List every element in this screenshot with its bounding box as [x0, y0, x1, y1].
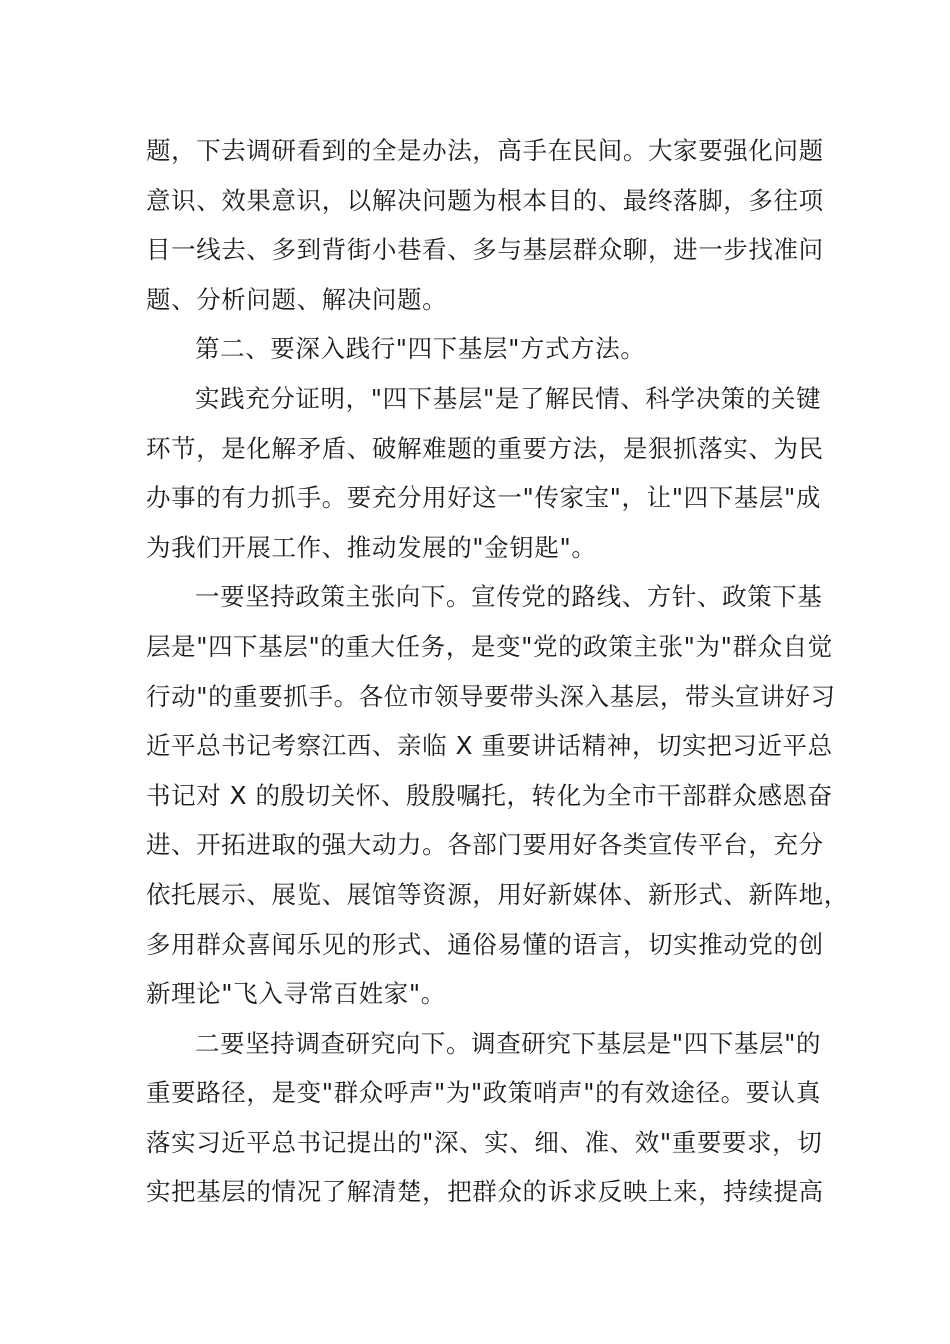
text-line: 近平总书记考察江西、亲临 X 重要讲话精神，切实把习近平总: [146, 731, 833, 761]
text-line: 落实习近平总书记提出的"深、实、细、准、效"重要要求，切: [146, 1127, 823, 1157]
text-line: 题，下去调研看到的全是办法，高手在民间。大家要强化问题: [146, 136, 824, 165]
text-line: 环节，是化解矛盾、破解难题的重要方法，是狠抓落实、为民: [146, 433, 824, 463]
text-line: 为我们开展工作、推动发展的"金钥匙"。: [146, 532, 597, 562]
text-line: 实把基层的情况了解清楚，把群众的诉求反映上来，持续提高: [146, 1177, 824, 1207]
text-line: 层是"四下基层"的重大任务，是变"党的政策主张"为"群众自觉: [146, 631, 833, 661]
text-line: 进、开拓进取的强大动力。各部门要用好各类宣传平台，充分: [146, 830, 824, 860]
section-heading: 第二、要深入践行"四下基层"方式方法。: [195, 334, 646, 364]
text-line: 新理论"飞入寻常百姓家"。: [146, 979, 446, 1009]
text-line: 重要路径，是变"群众呼声"为"政策哨声"的有效途径。要认真: [146, 1078, 821, 1108]
text-line: 目一线去、多到背街小巷看、多与基层群众聊，进一步找准问: [146, 235, 824, 265]
body-text: [146, 126, 849, 1217]
text-line: 多用群众喜闻乐见的形式、通俗易懂的语言，切实推动党的创: [146, 929, 824, 959]
text-line: 书记对 X 的殷切关怀、殷殷嘱托，转化为全市干部群众感恩奋: [146, 780, 833, 810]
text-line: 题、分析问题、解决问题。: [146, 284, 448, 314]
text-line: 行动"的重要抓手。各位市领导要带头深入基层，带头宣讲好习: [146, 681, 836, 711]
text-line: 意识、效果意识，以解决问题为根本目的、最终落脚，多往项: [146, 185, 824, 215]
text-line: 依托展示、展览、展馆等资源，用好新媒体、新形式、新阵地，: [146, 879, 849, 909]
text-line: 实践充分证明，"四下基层"是了解民情、科学决策的关键: [195, 383, 822, 413]
text-line: 办事的有力抓手。要充分用好这一"传家宝"，让"四下基层"成: [146, 483, 821, 513]
text-line: 二要坚持调查研究向下。调查研究下基层是"四下基层"的: [195, 1028, 822, 1058]
text-line: 一要坚持政策主张向下。宣传党的路线、方针、政策下基: [195, 582, 823, 612]
